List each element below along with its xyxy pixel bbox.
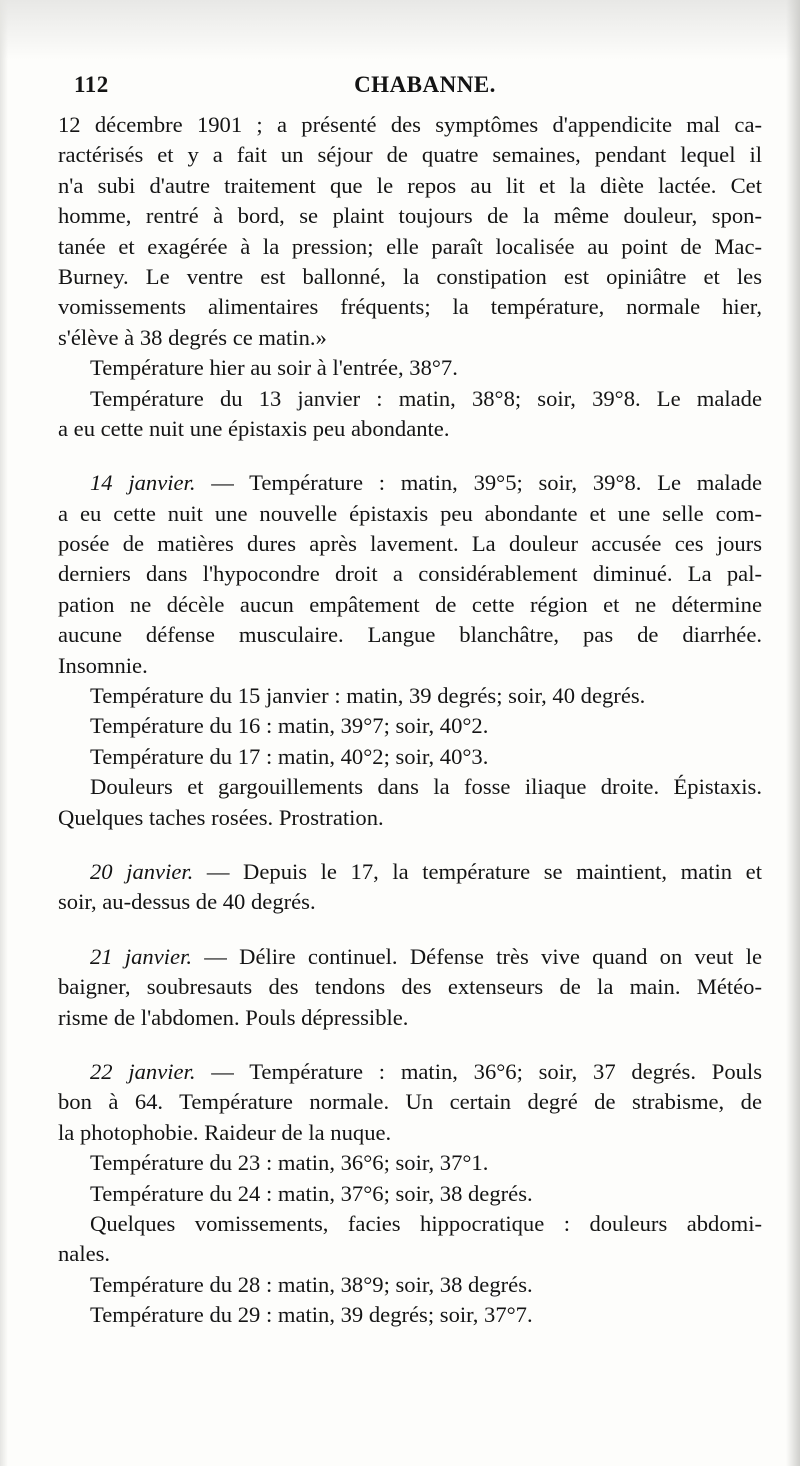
text-line: bon à 64. Température normale. Un certain degré de strabisme, de (58, 1089, 762, 1115)
text-line (58, 468, 762, 498)
text-line: Quelques taches rosées. Prostration. (58, 804, 384, 830)
text-line: posée de matières dures après lavement. La douleur accusée ces jours (58, 531, 762, 557)
paragraph-spacer (58, 444, 762, 468)
paragraph-continued-case-history (58, 110, 762, 353)
running-head (74, 72, 764, 104)
temperature-entry: Température du 15 janvier : matin, 39 degrés; soir, 40 degrés. (90, 683, 646, 709)
text-line: vomissements alimentaires fréquents; la température, normale hier, (58, 294, 762, 320)
paragraph-symptoms (58, 772, 762, 833)
text-line: 12 décembre 1901 ; a présenté des symptômes d'appendicite mal ca- (58, 112, 762, 137)
text-line: derniers dans l'hypocondre droit a considérablement diminué. La pal- (58, 561, 762, 587)
temperature-entry: Température du 23 : matin, 36°6; soir, 37°1. (90, 1150, 489, 1176)
text-line: n'a subi d'autre traitement que le repos au lit et la diète lactée. Cet (58, 172, 762, 198)
text-line: risme de l'abdomen. Pouls dépressible. (58, 1004, 409, 1030)
temperature-entry: Température hier au soir à l'entrée, 38°7. (90, 355, 458, 381)
paragraph-vomiting (58, 1209, 762, 1270)
text-line: Insomnie. (58, 652, 148, 678)
text-line: Quelques vomissements, facies hippocratique : douleurs abdomi- (90, 1210, 762, 1236)
date-heading: 22 janvier. (90, 1058, 196, 1084)
text-line: Température du 13 janvier : matin, 38°8; soir, 39°8. Le malade (90, 385, 762, 411)
temperature-entry: Température du 17 : matin, 40°2; soir, 40°3. (90, 743, 489, 769)
scan-shadow-right (786, 0, 800, 1466)
temperature-entry: Température du 24 : matin, 37°6; soir, 38 degrés. (90, 1180, 533, 1206)
text-line (58, 1057, 762, 1087)
text-line: a eu cette nuit une nouvelle épistaxis peu abondante et une selle com- (58, 500, 762, 526)
paragraph-jan-21 (58, 942, 762, 1033)
text-line: la photophobie. Raideur de la nuque. (58, 1119, 392, 1145)
paragraph-jan-13 (58, 384, 762, 445)
text-line (58, 942, 762, 972)
text-run: — Température : matin, 39°5; soir, 39°8. Le malade (195, 470, 762, 496)
text-line: baigner, soubresauts des tendons des extenseurs de la main. Météo- (58, 974, 762, 1000)
text-line: pation ne décèle aucun empâtement de cette région et ne détermine (58, 591, 762, 617)
scan-shadow-left (0, 0, 8, 1466)
paragraph-jan-20 (58, 857, 762, 918)
body-text (58, 110, 762, 1330)
text-line: Douleurs et gargouillements dans la fosse iliaque droite. Épistaxis. (90, 774, 762, 800)
date-heading: 14 janvier. (90, 470, 196, 496)
text-line: soir, au-dessus de 40 degrés. (58, 889, 316, 915)
text-run: — Délire continuel. Défense très vive quand on veut le (192, 943, 762, 969)
text-line (58, 857, 762, 887)
paragraph-spacer (58, 833, 762, 857)
text-line: aucune défense musculaire. Langue blanchâtre, pas de diarrhée. (58, 622, 762, 648)
text-line: a eu cette nuit une épistaxis peu abondante. (58, 415, 450, 441)
temperature-entry: Température du 28 : matin, 38°9; soir, 38 degrés. (90, 1271, 533, 1297)
text-line: nales. (58, 1241, 111, 1267)
text-line: s'élève à 38 degrés ce matin.» (58, 324, 327, 350)
scan-shadow-top (0, 0, 800, 60)
paragraph-spacer (58, 918, 762, 942)
page-number: 112 (74, 72, 109, 97)
paragraph-jan-22 (58, 1057, 762, 1148)
temperature-entry: Température du 29 : matin, 39 degrés; soir, 37°7. (90, 1302, 533, 1328)
date-heading: 21 janvier. (90, 943, 193, 969)
paragraph-jan-14 (58, 468, 762, 681)
text-line: ractérisés et y a fait un séjour de quatre semaines, pendant lequel il (58, 142, 762, 168)
text-run: — Température : matin, 36°6; soir, 37 degrés. Pouls (195, 1058, 762, 1084)
text-run: — Depuis le 17, la température se maintient, matin et (193, 858, 762, 884)
temperature-entry: Température du 16 : matin, 39°7; soir, 40°2. (90, 713, 489, 739)
text-line: homme, rentré à bord, se plaint toujours de la même douleur, spon- (58, 203, 762, 229)
date-heading: 20 janvier. (90, 858, 194, 884)
running-title: CHABANNE. (354, 72, 496, 97)
text-line: tanée et exagérée à la pression; elle paraît localisée au point de Mac- (58, 233, 762, 259)
paragraph-spacer (58, 1033, 762, 1057)
text-line: Burney. Le ventre est ballonné, la constipation est opiniâtre et les (58, 263, 762, 289)
